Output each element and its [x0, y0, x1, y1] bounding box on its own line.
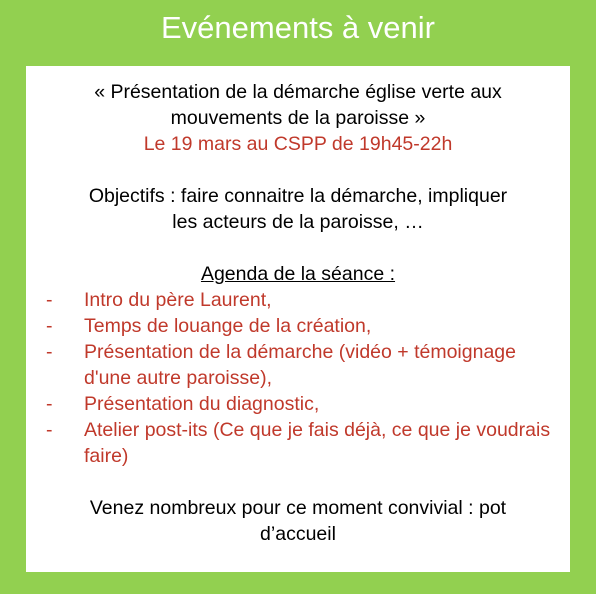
event-title: [26, 79, 570, 131]
closing-line-2: d’accueil: [260, 523, 336, 545]
agenda-item: [26, 313, 570, 339]
objectives-line-2: les acteurs de la paroisse, …: [172, 211, 424, 233]
bullet-dash: -: [46, 419, 53, 441]
event-card: [26, 66, 570, 572]
event-date: Le 19 mars au CSPP de 19h45-22h: [143, 133, 453, 155]
event-title-line-1: « Présentation de la démarche église verte aux: [94, 81, 502, 103]
bullet-dash: -: [46, 289, 53, 311]
agenda-item-text: Atelier post-its (Ce que je fais déjà, ce que je voudrais faire): [84, 419, 551, 467]
agenda-heading: Agenda de la séance :: [200, 263, 396, 285]
agenda-item: [26, 287, 570, 313]
objectives-text: [26, 183, 570, 235]
spacer: [26, 157, 570, 183]
agenda-item-text: Présentation du diagnostic,: [84, 393, 320, 415]
agenda-heading-row: [26, 261, 570, 287]
bullet-dash: -: [46, 393, 53, 415]
page-title: Evénements à venir: [161, 10, 435, 45]
agenda-item-text: Présentation de la démarche (vidéo + témoignage d'une autre paroisse),: [84, 341, 516, 389]
closing-line-1: Venez nombreux pour ce moment convivial : pot: [89, 497, 507, 519]
agenda-item: [26, 339, 570, 391]
bullet-dash: -: [46, 341, 53, 363]
agenda-item-text: Intro du père Laurent,: [84, 289, 272, 311]
agenda-item: [26, 417, 570, 469]
objectives-line-1: Objectifs : faire connaitre la démarche, impliquer: [88, 185, 508, 207]
spacer: [26, 469, 570, 495]
agenda-list: [26, 287, 570, 469]
bullet-dash: -: [46, 315, 53, 337]
spacer: [26, 235, 570, 261]
closing-text: [26, 495, 570, 547]
agenda-item: [26, 391, 570, 417]
event-title-line-2: mouvements de la paroisse »: [170, 107, 426, 129]
agenda-item-text: Temps de louange de la création,: [84, 315, 372, 337]
